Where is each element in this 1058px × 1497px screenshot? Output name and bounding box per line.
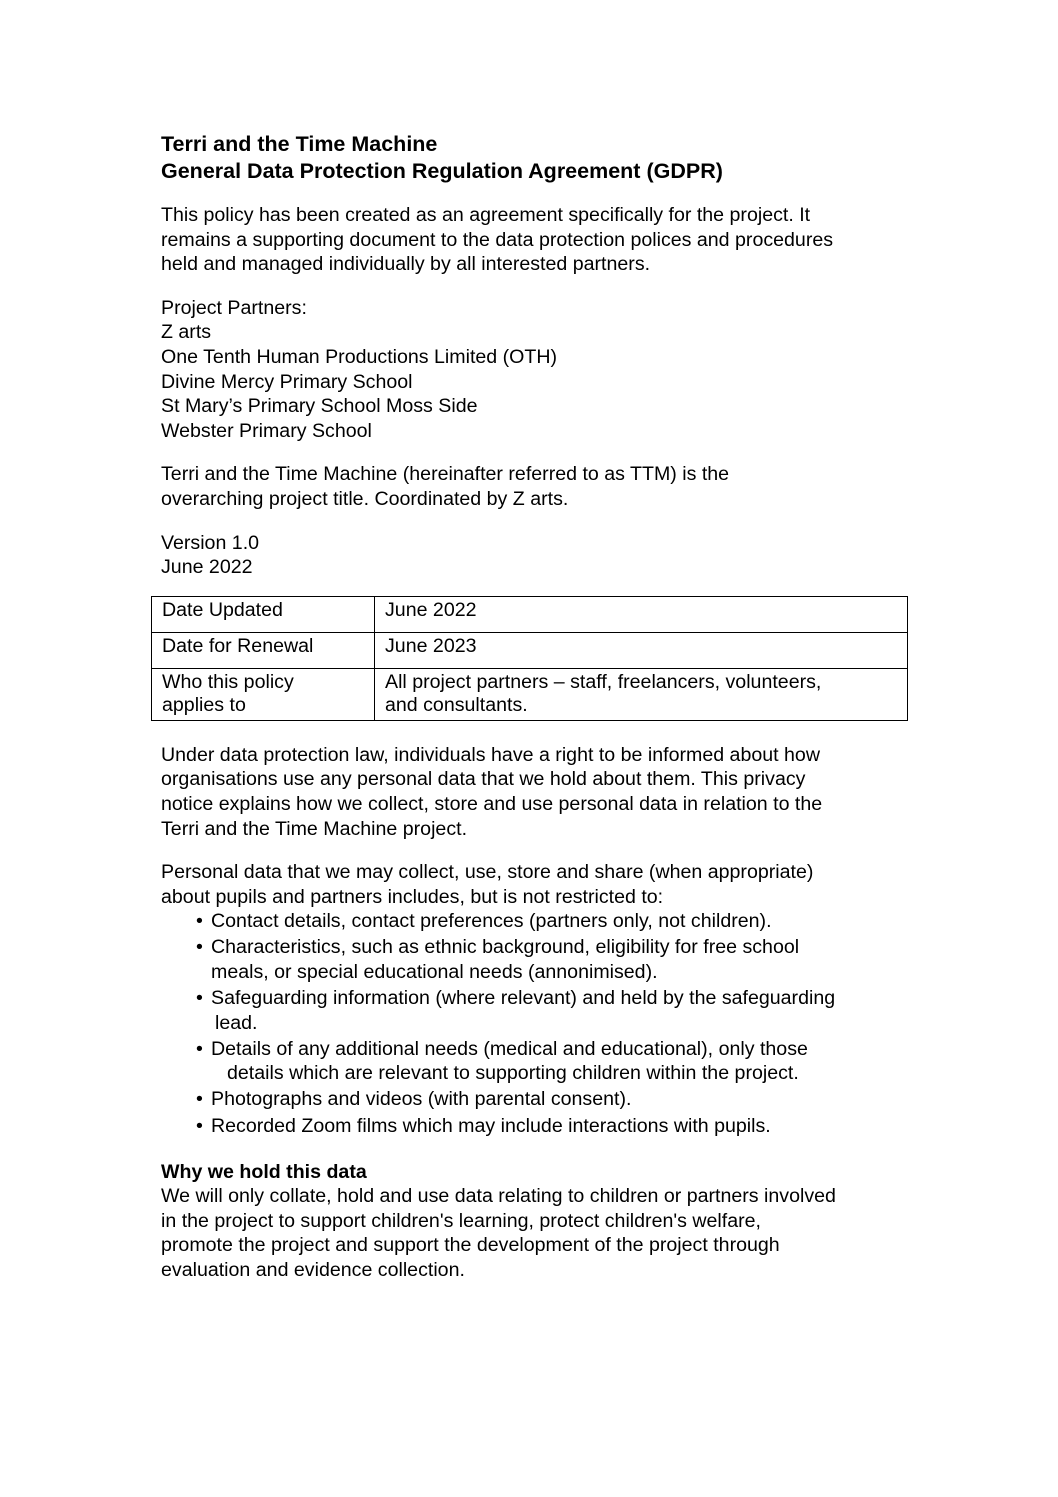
policy-info-table	[151, 596, 908, 721]
list-item-text: meals, or special educational needs (annonimised).	[211, 960, 658, 983]
list-item-text: Photographs and videos (with parental consent).	[211, 1088, 632, 1111]
bullet-icon: •	[196, 910, 203, 933]
table-label-cell	[152, 668, 375, 720]
intro-line: This policy has been created as an agreement specifically for the project. It	[161, 204, 811, 226]
table-row	[152, 668, 908, 720]
ttm-note-line: overarching project title. Coordinated by Z arts.	[161, 487, 569, 510]
why-line: evaluation and evidence collection.	[161, 1259, 465, 1281]
partner-item: Divine Mercy Primary School	[161, 370, 413, 393]
bullet-icon: •	[196, 936, 203, 959]
table-label-cell	[152, 596, 375, 632]
why-line: promote the project and support the development of the project through	[161, 1234, 780, 1257]
table-value-cell	[375, 632, 908, 668]
table-value-cell	[375, 668, 908, 720]
list-item-text: details which are relevant to supporting children within the project.	[227, 1062, 799, 1085]
list-item-text: Contact details, contact preferences (partners only, not children).	[211, 910, 772, 933]
cell-text: Who this policy	[162, 670, 294, 693]
table-value-cell	[375, 596, 908, 632]
cell-text: June 2022	[385, 598, 477, 621]
privacy-line: notice explains how we collect, store and use personal data in relation to the	[161, 792, 823, 815]
list-item	[196, 986, 921, 1035]
cell-text: All project partners – staff, freelancers, volunteers,	[385, 670, 822, 693]
list-item-text: Characteristics, such as ethnic background, eligibility for free school	[211, 936, 800, 959]
why-line: We will only collate, hold and use data relating to children or partners involved	[161, 1185, 836, 1208]
bullet-icon: •	[196, 1088, 203, 1111]
document-body	[161, 131, 921, 1283]
list-item	[196, 1087, 921, 1112]
privacy-line: Under data protection law, individuals have a right to be informed about how	[161, 743, 820, 766]
intro-line: remains a supporting document to the data protection polices and procedures	[161, 228, 834, 251]
list-item	[196, 935, 921, 984]
table-label-cell	[152, 632, 375, 668]
personal-data-line: about pupils and partners includes, but is not restricted to:	[161, 885, 664, 908]
version-block	[161, 531, 921, 580]
personal-data-list	[161, 909, 921, 1138]
cell-text: June 2023	[385, 634, 477, 657]
cell-text: and consultants.	[385, 694, 528, 717]
list-item-text: lead.	[215, 1011, 258, 1034]
why-line: in the project to support children's learning, protect children's welfare,	[161, 1209, 761, 1232]
intro-line: held and managed individually by all interested partners.	[161, 253, 651, 276]
document-title	[161, 131, 921, 184]
ttm-note-line: Terri and the Time Machine (hereinafter referred to as TTM) is the	[161, 463, 730, 486]
why-paragraph	[161, 1184, 921, 1282]
cell-text: applies to	[162, 694, 246, 717]
title-line-2: General Data Protection Regulation Agreement (GDPR)	[161, 158, 723, 183]
partner-item: St Mary’s Primary School Moss Side	[161, 395, 478, 418]
section-heading: Why we hold this data	[161, 1160, 367, 1183]
partners-heading: Project Partners:	[161, 296, 307, 319]
cell-text: Date for Renewal	[162, 634, 314, 657]
list-item	[196, 909, 921, 934]
list-item	[196, 1037, 921, 1086]
personal-data-line: Personal data that we may collect, use, store and share (when appropriate)	[161, 861, 814, 884]
list-item-text: Recorded Zoom films which may include interactions with pupils.	[211, 1114, 771, 1137]
table-row	[152, 596, 908, 632]
bullet-icon: •	[196, 1114, 203, 1137]
bullet-icon: •	[196, 987, 203, 1010]
ttm-note	[161, 462, 921, 511]
list-item-text: Safeguarding information (where relevant) and held by the safeguarding	[211, 987, 836, 1010]
partner-item: Webster Primary School	[161, 419, 372, 442]
privacy-notice-paragraph	[161, 743, 921, 841]
list-item	[196, 1114, 921, 1139]
list-item-text: Details of any additional needs (medical and educational), only those	[211, 1037, 808, 1060]
privacy-line: Terri and the Time Machine project.	[161, 817, 468, 840]
personal-data-intro	[161, 860, 921, 909]
bullet-icon: •	[196, 1037, 203, 1060]
privacy-line: organisations use any personal data that we hold about them. This privacy	[161, 768, 806, 791]
version-date: June 2022	[161, 556, 253, 579]
version-number: Version 1.0	[161, 531, 260, 554]
partner-item: Z arts	[161, 321, 212, 344]
cell-text: Date Updated	[162, 598, 283, 621]
partner-item: One Tenth Human Productions Limited (OTH)	[161, 345, 558, 368]
table-row	[152, 632, 908, 668]
intro-paragraph	[161, 203, 921, 277]
project-partners	[161, 296, 921, 444]
title-line-1: Terri and the Time Machine	[161, 132, 438, 156]
